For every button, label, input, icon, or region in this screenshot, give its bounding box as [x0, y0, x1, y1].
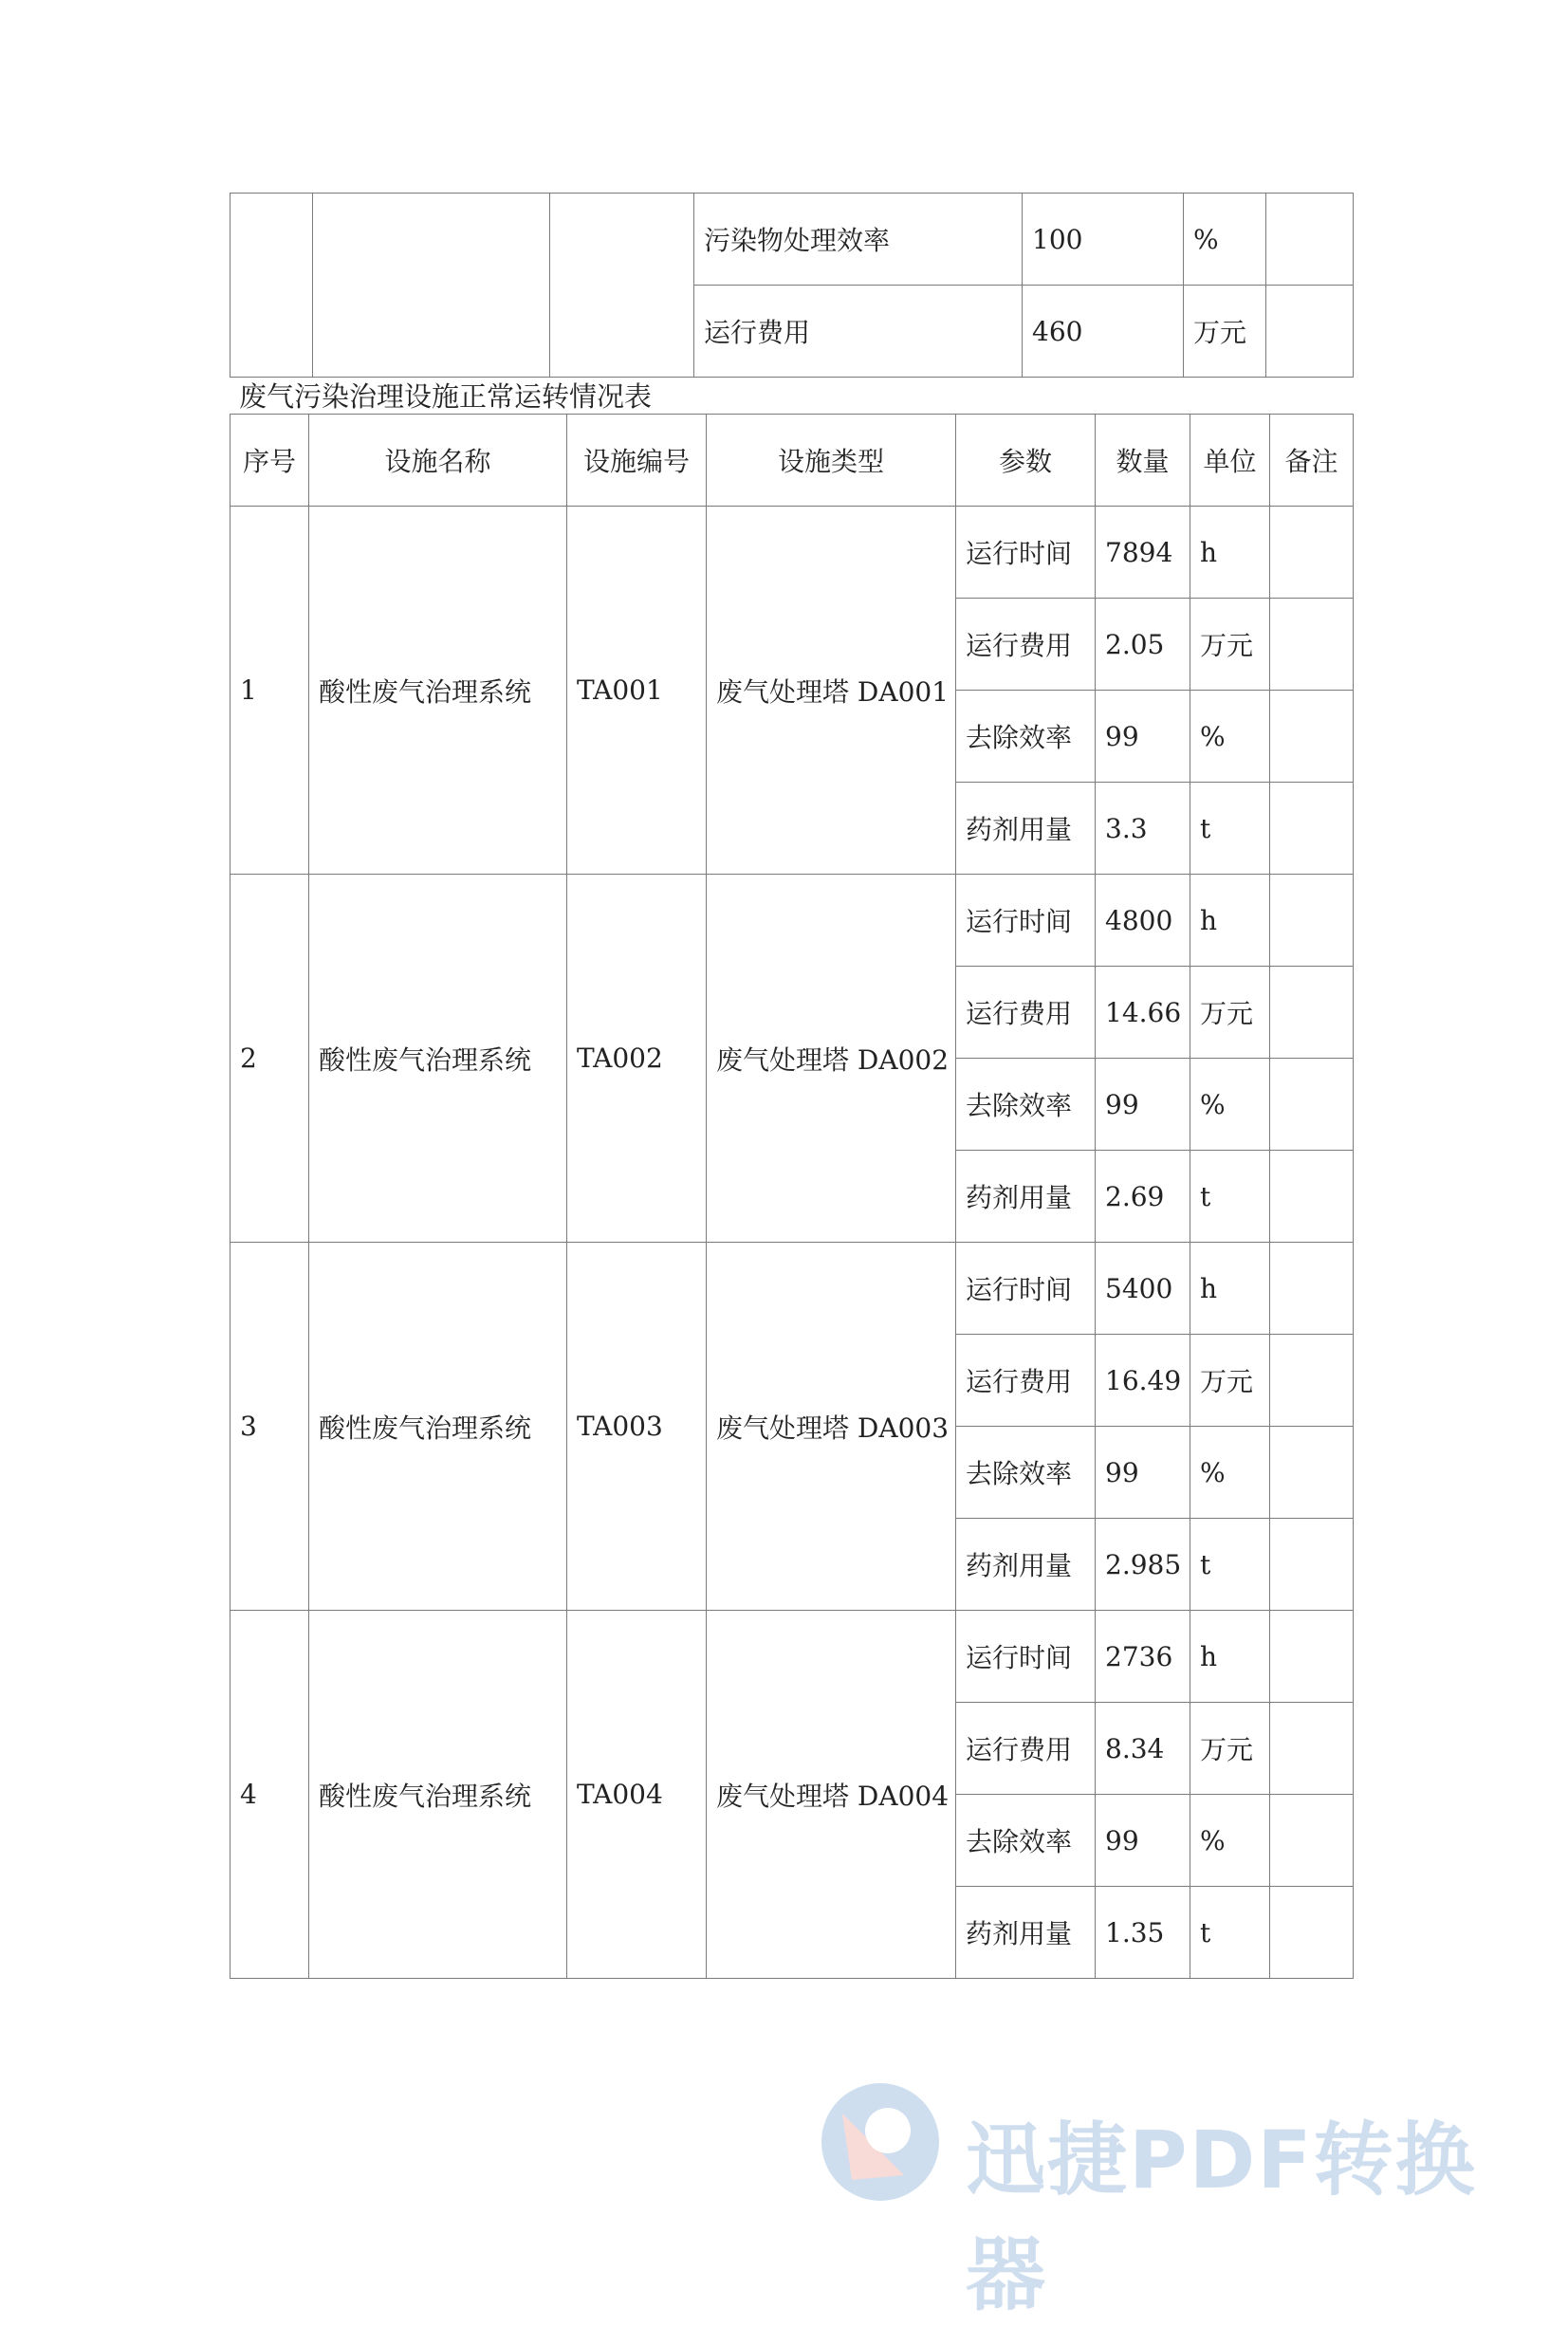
empty-cell [550, 194, 694, 378]
remark-cell [1270, 691, 1354, 783]
facility-rows [231, 507, 1354, 1979]
qty-cell: 99 [1096, 1795, 1190, 1887]
unit-cell: h [1190, 875, 1270, 967]
facility-name: 酸性废气治理系统 [309, 1243, 567, 1611]
unit-cell: % [1190, 1795, 1270, 1887]
facility-code: TA001 [567, 507, 707, 875]
remark-cell [1270, 783, 1354, 875]
remark-cell [1270, 875, 1354, 967]
qty-cell: 14.66 [1096, 967, 1190, 1059]
facility-type: 废气处理塔 DA004 [707, 1611, 956, 1979]
unit-cell: 万元 [1190, 1703, 1270, 1795]
unit-cell: 万元 [1190, 1335, 1270, 1427]
param-cell: 去除效率 [956, 1795, 1096, 1887]
header-type: 设施类型 [707, 415, 956, 507]
param-cell: 运行费用 [956, 599, 1096, 691]
remark-cell [1266, 286, 1354, 378]
unit-cell: t [1190, 1519, 1270, 1611]
param-cell: 运行时间 [956, 1243, 1096, 1335]
facility-no: 4 [231, 1611, 309, 1979]
facility-name: 酸性废气治理系统 [309, 875, 567, 1243]
facility-no: 1 [231, 507, 309, 875]
table-row [231, 194, 1354, 286]
table-title: 废气污染治理设施正常运转情况表 [239, 380, 653, 413]
qty-cell: 7894 [1096, 507, 1190, 599]
facility-code: TA004 [567, 1611, 707, 1979]
param-cell: 运行费用 [956, 1703, 1096, 1795]
facility-code: TA003 [567, 1243, 707, 1611]
param-cell: 运行时间 [956, 507, 1096, 599]
header-name: 设施名称 [309, 415, 567, 507]
watermark [814, 2076, 1544, 2321]
header-code: 设施编号 [567, 415, 707, 507]
table-row [231, 1243, 1354, 1335]
remark-cell [1270, 1243, 1354, 1335]
qty-cell: 2.69 [1096, 1151, 1190, 1243]
param-cell: 药剂用量 [956, 1151, 1096, 1243]
remark-cell [1270, 1611, 1354, 1703]
unit-cell: 万元 [1190, 967, 1270, 1059]
param-cell: 去除效率 [956, 1427, 1096, 1519]
remark-cell [1270, 1151, 1354, 1243]
remark-cell [1270, 1335, 1354, 1427]
facility-no: 3 [231, 1243, 309, 1611]
unit-cell: % [1190, 1059, 1270, 1151]
empty-cell [231, 194, 313, 378]
qty-cell: 99 [1096, 1059, 1190, 1151]
unit-cell: % [1184, 194, 1266, 286]
facility-name: 酸性废气治理系统 [309, 507, 567, 875]
continuation-table [230, 193, 1354, 378]
remark-cell [1270, 1519, 1354, 1611]
header-no: 序号 [231, 415, 309, 507]
remark-cell [1270, 1703, 1354, 1795]
remark-cell [1266, 194, 1354, 286]
empty-cell [313, 194, 550, 378]
param-cell: 去除效率 [956, 691, 1096, 783]
qty-cell: 8.34 [1096, 1703, 1190, 1795]
facility-type: 废气处理塔 DA002 [707, 875, 956, 1243]
qty-cell: 1.35 [1096, 1887, 1190, 1979]
facility-table [230, 414, 1354, 1979]
param-cell: 运行费用 [956, 967, 1096, 1059]
facility-no: 2 [231, 875, 309, 1243]
header-param: 参数 [956, 415, 1096, 507]
param-cell: 运行时间 [956, 875, 1096, 967]
table-row [231, 507, 1354, 599]
param-cell: 运行费用 [956, 1335, 1096, 1427]
watermark-text: 迅捷PDF转换器 [966, 2114, 1477, 2321]
unit-cell: % [1190, 691, 1270, 783]
qty-cell: 2736 [1096, 1611, 1190, 1703]
unit-cell: t [1190, 783, 1270, 875]
remark-cell [1270, 1059, 1354, 1151]
qty-cell: 4800 [1096, 875, 1190, 967]
converter-logo-icon [814, 2076, 947, 2208]
unit-cell: t [1190, 1151, 1270, 1243]
unit-cell: h [1190, 1611, 1270, 1703]
remark-cell [1270, 1887, 1354, 1979]
qty-cell: 460 [1023, 286, 1184, 378]
remark-cell [1270, 1427, 1354, 1519]
unit-cell: % [1190, 1427, 1270, 1519]
unit-cell: 万元 [1190, 599, 1270, 691]
param-cell: 运行时间 [956, 1611, 1096, 1703]
qty-cell: 16.49 [1096, 1335, 1190, 1427]
qty-cell: 3.3 [1096, 783, 1190, 875]
remark-cell [1270, 967, 1354, 1059]
param-cell: 药剂用量 [956, 1519, 1096, 1611]
table-row [231, 875, 1354, 967]
param-cell: 药剂用量 [956, 783, 1096, 875]
param-cell: 去除效率 [956, 1059, 1096, 1151]
header-remark: 备注 [1270, 415, 1354, 507]
unit-cell: 万元 [1184, 286, 1266, 378]
remark-cell [1270, 507, 1354, 599]
param-cell: 运行费用 [694, 286, 1023, 378]
unit-cell: t [1190, 1887, 1270, 1979]
qty-cell: 5400 [1096, 1243, 1190, 1335]
header-qty: 数量 [1096, 415, 1190, 507]
param-cell: 污染物处理效率 [694, 194, 1023, 286]
unit-cell: h [1190, 1243, 1270, 1335]
facility-name: 酸性废气治理系统 [309, 1611, 567, 1979]
facility-code: TA002 [567, 875, 707, 1243]
header-unit: 单位 [1190, 415, 1270, 507]
remark-cell [1270, 1795, 1354, 1887]
table-row [231, 1611, 1354, 1703]
param-cell: 药剂用量 [956, 1887, 1096, 1979]
unit-cell: h [1190, 507, 1270, 599]
header-row [231, 415, 1354, 507]
qty-cell: 2.05 [1096, 599, 1190, 691]
facility-type: 废气处理塔 DA003 [707, 1243, 956, 1611]
qty-cell: 99 [1096, 1427, 1190, 1519]
qty-cell: 99 [1096, 691, 1190, 783]
qty-cell: 100 [1023, 194, 1184, 286]
facility-type: 废气处理塔 DA001 [707, 507, 956, 875]
qty-cell: 2.985 [1096, 1519, 1190, 1611]
remark-cell [1270, 599, 1354, 691]
